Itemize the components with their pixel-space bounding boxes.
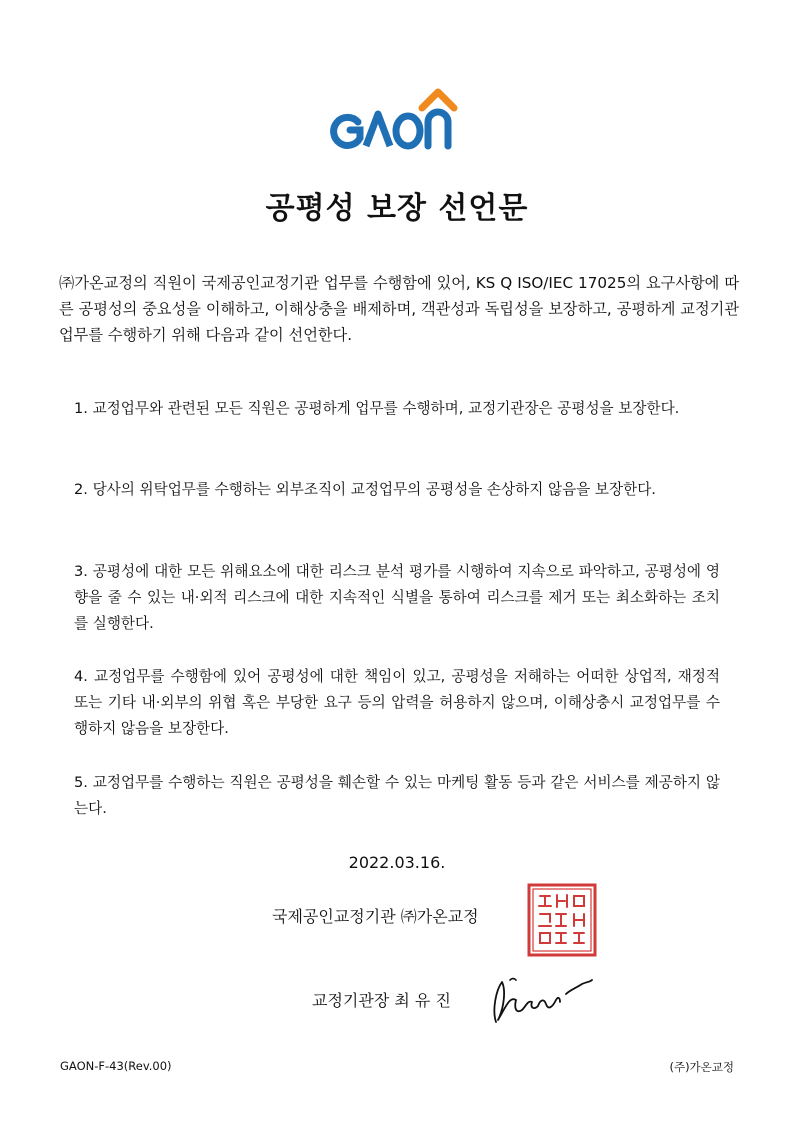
- clause-item-2: 2. 당사의 위탁업무를 수행하는 외부조직이 교정업무의 공평성을 손상하지 않음을 보장한다.: [74, 481, 656, 498]
- page-title: 공평성 보장 선언문: [265, 191, 529, 226]
- company-seal-icon: [526, 882, 598, 958]
- form-code: GAON-F-43(Rev.00): [60, 1059, 172, 1073]
- handwritten-signature-icon: [486, 970, 598, 1030]
- company-seal: [526, 882, 598, 958]
- gaon-logo-icon: [328, 86, 468, 152]
- signature: [486, 970, 598, 1030]
- declaration-date: 2022.03.16.: [348, 853, 446, 872]
- clause-item-5: 5. 교정업무를 수행하는 직원은 공평성을 훼손할 수 있는 마케팅 활동 등과 같은 서비스를 제공하지 않는다.: [74, 774, 720, 817]
- clause-item-1: 1. 교정업무와 관련된 모든 직원은 공평하게 업무를 수행하며, 교정기관장은 공평성을 보장한다.: [74, 400, 680, 417]
- clause-item-3: 3. 공평성에 대한 모든 위해요소에 대한 리스크 분석 평가를 시행하여 지속으로 파악하고, 공평성에 영향을 줄 수 있는 내·외적 리스크에 대한 지속적인 식별을 통하여 리스크를 제거 또는 최소화하는 조치를 실행한다.: [74, 563, 720, 632]
- signer-name: 교정기관장 최 유 진: [312, 991, 451, 1010]
- organization-name: 국제공인교정기관 ㈜가온교정: [272, 907, 479, 926]
- footer-company: (주)가온교정: [669, 1060, 734, 1074]
- clause-item-4: 4. 교정업무를 수행함에 있어 공평성에 대한 책임이 있고, 공평성을 저해하는 어떠한 상업적, 재정적 또는 기타 내·외부의 위협 혹은 부당한 요구 등의 압력을 허용하지 않으며, 이해상충시 교정업무를 수행하지 않음을 보장한다.: [74, 668, 720, 737]
- gaon-logo: [328, 86, 468, 152]
- intro-paragraph: ㈜가온교정의 직원이 국제공인교정기관 업무를 수행함에 있어, KS Q ISO/IEC 17025의 요구사항에 따른 공평성의 중요성을 이해하고, 이해상충을 배제하며, 객관성과 독립성을 보장하고, 공평하게 교정기관 업무를 수행하기 위해 다음과 같이 선언한다.: [59, 274, 739, 344]
